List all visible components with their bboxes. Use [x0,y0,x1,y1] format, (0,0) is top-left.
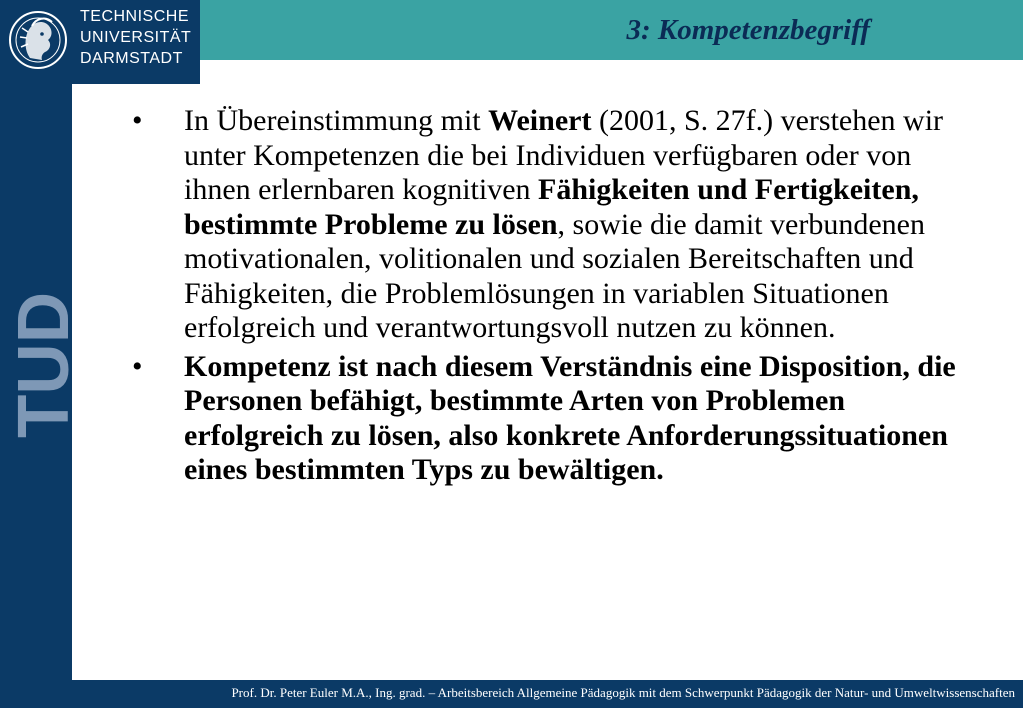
bullet-1-text-b: (2001, S. 27f.) verstehen wir unter Kompetenzen die bei Individuen verfügbaren oder von ihnen erlernbaren kognitiven [184,104,944,206]
university-name-line-1: TECHNISCHE [80,8,190,25]
university-logo-block [0,0,200,84]
bullet-1-text-c: , sowie die damit verbundenen motivationalen, volitionalen und sozialen Bereitschaften und Fähigkeiten, die Problemlösungen in variablen Situationen erfolgreich und verantwortungsvoll nutzen zu können. [184,207,925,344]
footer-text: Prof. Dr. Peter Euler M.A., Ing. grad. – Arbeitsbereich Allgemeine Pädagogik mit dem Schwerpunkt Pädagogik der Natur- und Umweltwissenschaften [231,685,1015,700]
university-name-line-2: UNIVERSITÄT [80,29,192,46]
bullet-marker: • [132,104,143,137]
tud-logo-text: TUD [4,290,84,438]
slide-title: 3: Kompetenzbegriff [626,14,870,46]
bullet-2-bold: Kompetenz ist nach diesem Verständnis eine Disposition, die Personen befähigt, bestimmte Arten von Problemen erfolgreich zu lösen, also konkrete Anforderungssituationen eines bestimmten Typs zu bewältigen. [184,349,956,486]
university-name-line-3: DARMSTADT [80,50,183,67]
bullet-1-bold-a: Weinert [488,104,592,137]
athena-seal-icon [8,6,68,74]
tud-logo-mark [4,290,84,440]
bullet-1-text-a: In Übereinstimmung mit [184,104,489,137]
bullet-marker: • [132,349,143,383]
bullet-item-1 [122,104,982,346]
bullet-1-bold-b: Fähigkeiten und Fertigkeiten, bestimmte Probleme zu lösen [184,173,919,241]
slide-content [122,104,982,492]
bullet-item-2 [122,350,982,488]
university-name [80,6,200,69]
